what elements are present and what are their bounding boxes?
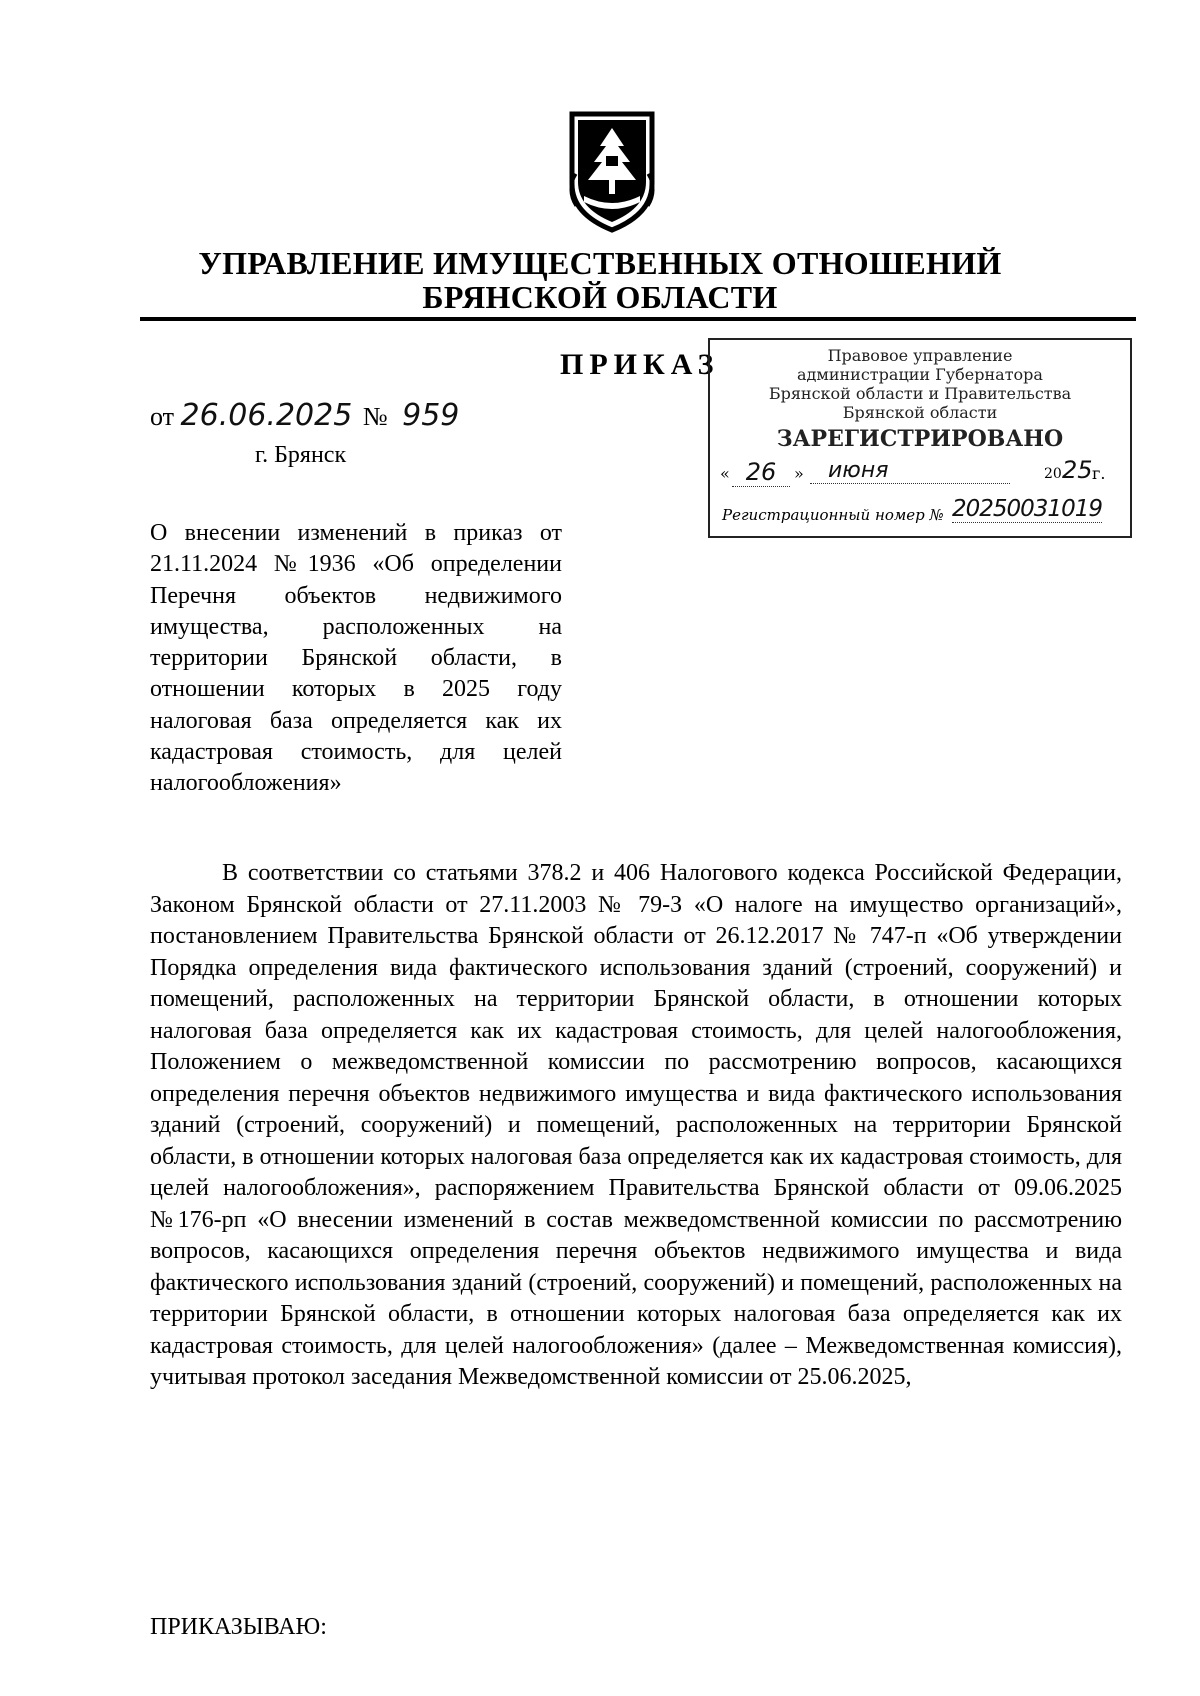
order-date: 26.06.2025 — [180, 398, 353, 433]
stamp-year-suffix: 25 — [1062, 456, 1093, 484]
order-directive: ПРИКАЗЫВАЮ: — [150, 1614, 327, 1640]
organization-name-line1: УПРАВЛЕНИЕ ИМУЩЕСТВЕННЫХ ОТНОШЕНИЙ — [198, 245, 1002, 281]
stamp-line4: Брянской области — [842, 403, 998, 422]
number-prefix: № — [362, 402, 388, 431]
stamp-day-open-quote: « — [720, 464, 730, 483]
stamp-year-unit: г. — [1092, 464, 1106, 483]
stamp-registration-label: Регистрационный номер № — [722, 506, 944, 524]
order-date-number — [150, 398, 459, 433]
stamp-year-prefix: 20 — [1044, 466, 1062, 482]
coat-of-arms-icon — [566, 110, 658, 234]
stamp-line3: Брянской области и Правительства — [768, 384, 1072, 403]
order-number: 959 — [402, 398, 460, 433]
stamp-status: ЗАРЕГИСТРИРОВАНО — [776, 426, 1064, 452]
stamp-month: июня — [810, 458, 1010, 484]
order-subject: О внесении изменений в приказ от 21.11.2024 №1936 «Об определении Перечня объектов недвижимого имущества, расположенных на территории Брянской области, в отношении которых в 2025 году налоговая база определяется как их кадастровая стоимость, для целей налогообложения» — [150, 520, 562, 797]
stamp-registration-number-line — [722, 498, 1128, 530]
city: г. Брянск — [255, 442, 347, 468]
date-prefix: от — [150, 402, 175, 431]
stamp-line1: Правовое управление — [827, 346, 1013, 365]
stamp-line2: администрации Губернатора — [797, 365, 1043, 384]
organization-name-line2: БРЯНСКОЙ ОБЛАСТИ — [422, 279, 778, 315]
order-body-paragraph: В соответствии со статьями 378.2 и 406 Налогового кодекса Российской Федерации, Законом Брянской области от 27.11.2003 № 79-З «О налоге на имущество организаций», постановлением Правительства Брянской области от 26.12.2017 № 747-п «Об утверждении Порядка определения вида фактического использования зданий (строений, сооружений) и помещений, расположенных на территории Брянской области, в отношении которых налоговая база определяется как их кадастровая стоимость, для целей налогообложения, Положением о межведомственной комиссии по рассмотрению вопросов, касающихся определения перечня объектов недвижимого имущества и вида фактического использования зданий (строений, сооружений) и помещений, расположенных на территории Брянской области, в отношении которых налоговая база определяется как их кадастровая стоимость, для целей налогообложения», распоряжением Правительства Брянской области от 09.06.2025 №176-рп «О внесении изменений в состав межведомственной комиссии по рассмотрению вопросов, касающихся определения перечня объектов недвижимого имущества и вида фактического использования зданий (строений, сооружений) и помещений, расположенных на территории Брянской области, в отношении которых налоговая база определяется как их кадастровая стоимость, для целей налогообложения» (далее – Межведомственная комиссия), учитывая протокол заседания Межведомственной комиссии от 25.06.2025, — [150, 860, 1122, 1390]
stamp-date-line — [720, 456, 1122, 490]
registration-stamp — [708, 338, 1132, 538]
document-type-title: ПРИКАЗ — [560, 348, 720, 381]
stamp-day-close-quote: » — [794, 464, 804, 483]
stamp-day: 26 — [732, 458, 790, 487]
header-divider — [140, 317, 1136, 321]
stamp-registration-number: 20250031019 — [952, 496, 1102, 522]
